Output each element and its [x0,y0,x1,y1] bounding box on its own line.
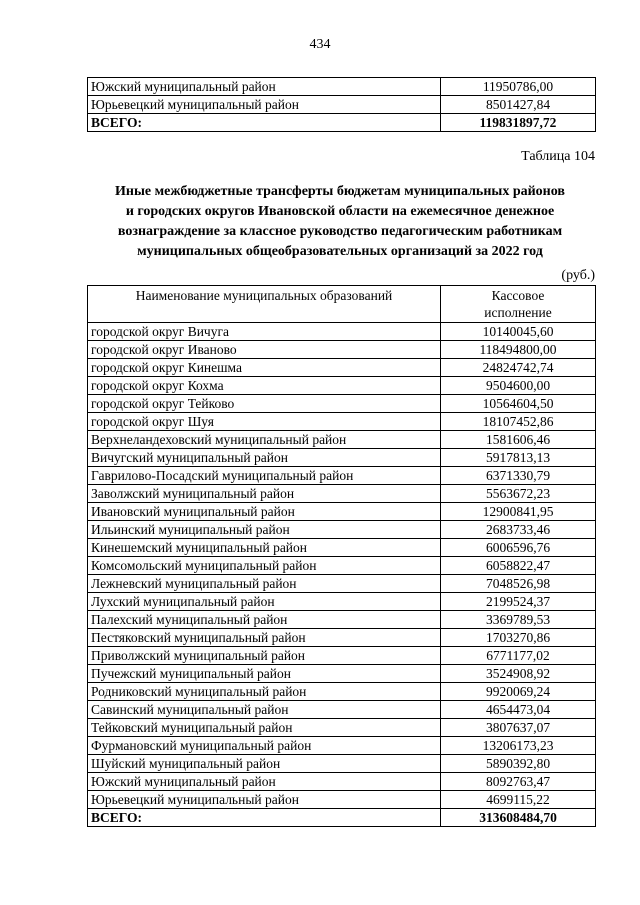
row-value: 12900841,95 [441,503,596,521]
row-value: 5917813,13 [441,449,596,467]
title-line: Иные межбюджетные трансферты бюджетам муниципальных районов [115,184,565,199]
row-value: 5890392,80 [441,755,596,773]
table-title [80,182,600,262]
row-value: 6771177,02 [441,647,596,665]
total-label: ВСЕГО: [88,114,441,132]
row-value: 5563672,23 [441,485,596,503]
row-name: городской округ Кинешма [88,359,441,377]
row-name: Ильинский муниципальный район [88,521,441,539]
row-value: 6006596,76 [441,539,596,557]
row-name: городской округ Иваново [88,341,441,359]
row-name: Палехский муниципальный район [88,611,441,629]
table-row [88,791,596,809]
table-caption: Таблица 104 [521,149,595,164]
total-row [88,809,596,827]
row-name: Ивановский муниципальный район [88,503,441,521]
row-name: Верхнеландеховский муниципальный район [88,431,441,449]
row-name: Лежневский муниципальный район [88,575,441,593]
table-row [88,413,596,431]
header-value-line: Кассовое [491,288,545,303]
table-row [88,341,596,359]
row-name: Тейковский муниципальный район [88,719,441,737]
table-row [88,557,596,575]
row-name: Южский муниципальный район [88,78,441,96]
row-name: Савинский муниципальный район [88,701,441,719]
table-row [88,323,596,341]
row-value: 6371330,79 [441,467,596,485]
row-name: Приволжский муниципальный район [88,647,441,665]
row-value: 3807637,07 [441,719,596,737]
table-row [88,503,596,521]
table-row [88,467,596,485]
row-name: Шуйский муниципальный район [88,755,441,773]
title-line: муниципальных общеобразовательных организаций за 2022 год [137,244,543,259]
row-value: 10564604,50 [441,395,596,413]
title-line: вознаграждение за классное руководство педагогическим работникам [117,224,563,239]
row-name: Южский муниципальный район [88,773,441,791]
unit-label: (руб.) [561,268,595,283]
row-name: Кинешемский муниципальный район [88,539,441,557]
row-value: 6058822,47 [441,557,596,575]
table-row [88,737,596,755]
row-name: городской округ Кохма [88,377,441,395]
row-value: 1703270,86 [441,629,596,647]
row-value: 2199524,37 [441,593,596,611]
table-row [88,96,596,114]
table-header-row [88,286,596,323]
row-name: городской округ Тейково [88,395,441,413]
row-name: городской округ Шуя [88,413,441,431]
row-value: 24824742,74 [441,359,596,377]
page-number: 434 [309,37,331,52]
header-value [441,286,596,323]
total-value: 119831897,72 [441,114,596,132]
table-row [88,665,596,683]
table-row [88,575,596,593]
table-row [88,449,596,467]
row-value: 7048526,98 [441,575,596,593]
header-name: Наименование муниципальных образований [88,286,441,323]
table-row [88,611,596,629]
row-name: Пучежский муниципальный район [88,665,441,683]
table-row [88,647,596,665]
total-value: 313608484,70 [441,809,596,827]
row-value: 4654473,04 [441,701,596,719]
row-value: 3524908,92 [441,665,596,683]
header-value-line: исполнение [484,305,552,320]
transfers-table [87,285,596,827]
row-name: Вичугский муниципальный район [88,449,441,467]
row-name: городской округ Вичуга [88,323,441,341]
table-row [88,395,596,413]
row-value: 13206173,23 [441,737,596,755]
table-row [88,485,596,503]
row-name: Родниковский муниципальный район [88,683,441,701]
table-body [88,323,596,827]
table-row [88,539,596,557]
row-value: 18107452,86 [441,413,596,431]
table-row [88,593,596,611]
table-row [88,683,596,701]
table-row [88,521,596,539]
table-row [88,773,596,791]
row-value: 1581606,46 [441,431,596,449]
row-value: 2683733,46 [441,521,596,539]
row-name: Юрьевецкий муниципальный район [88,791,441,809]
table-row [88,629,596,647]
row-name: Юрьевецкий муниципальный район [88,96,441,114]
total-label: ВСЕГО: [88,809,441,827]
row-value: 10140045,60 [441,323,596,341]
row-name: Заволжский муниципальный район [88,485,441,503]
row-value: 8092763,47 [441,773,596,791]
table-row [88,755,596,773]
row-value: 9920069,24 [441,683,596,701]
table-row [88,377,596,395]
table-row [88,78,596,96]
row-name: Фурмановский муниципальный район [88,737,441,755]
row-name: Комсомольский муниципальный район [88,557,441,575]
row-name: Пестяковский муниципальный район [88,629,441,647]
table-row [88,359,596,377]
table-row [88,431,596,449]
table-row [88,719,596,737]
row-name: Лухский муниципальный район [88,593,441,611]
continued-table [87,77,596,132]
row-name: Гаврилово-Посадский муниципальный район [88,467,441,485]
total-row [88,114,596,132]
row-value: 9504600,00 [441,377,596,395]
row-value: 11950786,00 [441,78,596,96]
title-line: и городских округов Ивановской области на ежемесячное денежное [125,204,555,219]
row-value: 4699115,22 [441,791,596,809]
table-row [88,701,596,719]
row-value: 8501427,84 [441,96,596,114]
row-value: 3369789,53 [441,611,596,629]
row-value: 118494800,00 [441,341,596,359]
